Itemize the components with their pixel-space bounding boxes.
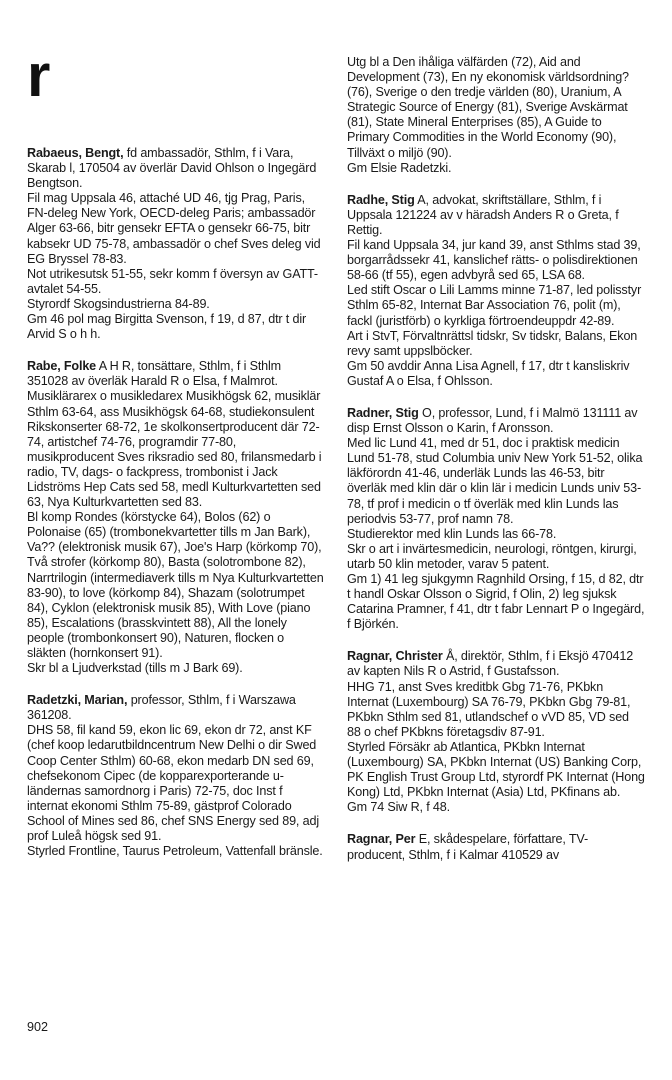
entry-text: Å, direktör, Sthlm, f i Eksjö 470412 av kapten Nils R o Astrid, f Gustafsson. bbox=[347, 649, 634, 679]
entry-text: Gm 50 avddir Anna Lisa Agnell, f 17, dtr t kansliskriv Gustaf A o Elsa, f Ohlsson. bbox=[347, 358, 630, 388]
entry-rabaeus bbox=[27, 146, 325, 342]
entry-text: Gm 1) 41 leg sjukgymn Ragnhild Orsing, f 15, d 82, dtr t handl Oskar Olsson o Sigrid, f Olin, 2) leg sjuksk Catarina Pramner, f 41, dtr t fabr Lennart P o Ingegärd, f Björkén. bbox=[347, 572, 645, 632]
entry-name: Radhe, Stig bbox=[347, 192, 415, 207]
page-number: 902 bbox=[27, 1020, 49, 1034]
entry-text: Utg bl a Den ihåliga välfärden (72), Aid and Development (73), En ny ekonomisk världsordning? (76), Sverige o den tredje världen (80), Uranium, A Strategic Source of Energy (81), Sverige Avskärmat (81), State Mineral Enterprises (85), A Guide to Primary Commodities in the World Economy (90), Tillväxt o miljö (90). bbox=[347, 55, 629, 160]
entry-text: Studierektor med klin Lunds las 66-78. bbox=[347, 526, 557, 541]
entry-name: Ragnar, Per bbox=[347, 832, 416, 847]
entry-first-line bbox=[347, 649, 645, 679]
entry-text: Fil kand Uppsala 34, jur kand 39, anst Sthlms stad 39, borgarrådssekr 41, kanslichef rätts- o polisdirektionen 58-66 (tf 55), egen advbyrå sed 65, LSA 68. bbox=[347, 238, 641, 283]
entry-text: Gm 46 pol mag Birgitta Svenson, f 19, d 87, dtr t dir Arvid S o h h. bbox=[27, 312, 307, 342]
entry-text: O, professor, Lund, f i Malmö 131111 av disp Ernst Olsson o Karin, f Aronsson. bbox=[347, 405, 638, 436]
entry-text: A H R, tonsättare, Sthlm, f i Sthlm 351028 av överläk Harald R o Elsa, f Malmrot. bbox=[27, 359, 282, 389]
entry-text: Not utrikesutsk 51-55, sekr komm f översyn av GATT-avtalet 54-55. bbox=[27, 266, 318, 296]
entry-text: E, skådespelare, författare, TV-producent, Sthlm, f i Kalmar 410529 av bbox=[347, 832, 588, 862]
entry-text: Art i StvT, Förvaltnrättsl tidskr, Sv tidskr, Balans, Ekon revy samt uppslböcker. bbox=[347, 328, 638, 358]
entry-text: professor, Sthlm, f i Warszawa 361208. bbox=[27, 693, 296, 723]
entry-first-line bbox=[27, 359, 325, 389]
entry-text: HHG 71, anst Sves kreditbk Gbg 71-76, PKbkn Internat (Luxembourg) SA 76-79, PKbkn Gbg 79-81, PKbkn Sthlm sed 81, utlandschef o vVD 85, VD sed 88 o chef PKbkns företagsdiv 87-91. bbox=[347, 679, 631, 739]
right-column bbox=[347, 55, 645, 880]
entry-first-line bbox=[27, 693, 325, 723]
entry-name: Rabaeus, Bengt, bbox=[27, 146, 124, 160]
entry-text: Styrled Frontline, Taurus Petroleum, Vattenfall bränsle. bbox=[27, 844, 323, 859]
entry-text: Skr o art i invärtesmedicin, neurologi, röntgen, kirurgi, utarb 50 klin metoder, varav 5 patent. bbox=[347, 541, 637, 571]
entry-text: A, advokat, skriftställare, Sthlm, f i Uppsala 121224 av v häradsh Anders R o Greta, f Rettig. bbox=[347, 192, 619, 237]
entry-text: fd ambassadör, Sthlm, f i Vara, Skarab l, 170504 av överlär David Ohlson o Ingegärd Bengtson. bbox=[27, 146, 317, 191]
entry-text: Med lic Lund 41, med dr 51, doc i praktisk medicin Lund 51-78, stud Columbia univ New York 51-52, olika läkförordn 41-46, underläk Lunds las 46-53, bitr överläk med klin där o klin lär i medicin Lunds univ 53-78, tf prof i medicin o tf överläk med klin Lunds las periodvis 53-77, prof namn 78. bbox=[347, 436, 643, 526]
entry-ragnar-christer bbox=[347, 649, 645, 815]
section-letter: r bbox=[27, 42, 51, 109]
entry-text: Musiklärarex o musikledarex Musikhögsk 62, musiklär Sthlm 63-64, ass Musikhögsk 64-68, studiekonsulent Rikskonserter 68-72, 1e skolkonsertproducent där 72-74, artistchef 74-76, programdir 77-80, musikproducent Sves riksradio sed 80, frilansmedarb i radio, TV, dags- o fackpress, trombonist i Jack Lidströms Hep Cats sed 58, medl Kulturkvartetten sed 63, Nya Kulturkvartetten sed 83. bbox=[27, 389, 322, 510]
entry-radetzki bbox=[27, 693, 325, 859]
entry-text: Bl komp Rondes (körstycke 64), Bolos (62) o Polonaise (65) (trombonekvartetter tills m Jan Bark), Va?? (elektronisk musik 67), Joe's Harp (körkomp 70), Två strofer (körkomp 80), Basta (solotrombone 82), Narrtrilogin (intermediaverk tills m Nya Kulturkvartetten 83-90), to love (körkomp 84), Shazam (solotrumpet 84), Cyklon (elektronisk musik 85), With Love (piano 85), Escalations (brasskvintett 88), All the lonely people (trombonkonsert 90), Naturen, flocken o släkten (hornkonsert 91). bbox=[27, 510, 324, 660]
entry-text: DHS 58, fil kand 59, ekon lic 69, ekon dr 72, anst KF (chef koop ledarutbildncentrum New Delhi o dir Swed Coop Center Sthlm) 60-68, ekon medarb DN sed 69, chefsekonom Cipec (de kopparexporterande u-ländernas samordnorg i Paris) 72-75, doc Inst f internat ekonomi Sthlm 75-89, gästprof Colorado School of Mines sed 86, chef SNS Energy sed 89, adj prof Luleå högsk sed 91. bbox=[27, 723, 319, 844]
entry-name: Radetzki, Marian, bbox=[27, 693, 128, 708]
entry-name: Rabe, Folke bbox=[27, 359, 97, 374]
entry-radetzki-continued bbox=[347, 55, 645, 176]
entry-ragnar-per bbox=[347, 832, 645, 862]
entry-rabe bbox=[27, 359, 325, 676]
entry-name: Radner, Stig bbox=[347, 405, 419, 420]
entry-first-line bbox=[347, 832, 645, 862]
entry-text: Skr bl a Ljudverkstad (tills m J Bark 69). bbox=[27, 661, 243, 676]
entry-radhe bbox=[347, 193, 645, 389]
entry-text: Fil mag Uppsala 46, attaché UD 46, tjg Prag, Paris, FN-deleg New York, OECD-deleg Paris; ambassadör Alger 63-66, bitr gensekr EFTA o gensekr 66-75, bitr kabsekr UD 75-78, ambassadör o chef Sves deleg vid EG Bryssel 78-83. bbox=[27, 191, 321, 266]
entry-first-line bbox=[347, 193, 645, 238]
entry-text: Gm Elsie Radetzki. bbox=[347, 160, 452, 175]
left-column bbox=[27, 146, 325, 876]
entry-text: Styrled Försäkr ab Atlantica, PKbkn Internat (Luxembourg) SA, PKbkn Internat (US) Banking Corp, PK English Trust Group Ltd, styrordf PK Internat (Hong Kong) Ltd, PKbkn Internat (Asia) Ltd, PKfinans ab. bbox=[347, 739, 645, 800]
entry-first-line bbox=[347, 406, 645, 436]
entry-first-line bbox=[27, 146, 325, 191]
entry-text: Gm 74 Siw R, f 48. bbox=[347, 800, 450, 815]
entry-radner bbox=[347, 406, 645, 632]
entry-text: Styrordf Skogsindustrierna 84-89. bbox=[27, 296, 210, 311]
entry-text: Led stift Oscar o Lili Lamms minne 71-87, led polisstyr Sthlm 65-82, Internat Bar Association 76, polit (m), fackl (juristförb) o kyrkliga förtroendeuppdr 42-89. bbox=[347, 283, 642, 328]
entry-name: Ragnar, Christer bbox=[347, 649, 443, 664]
